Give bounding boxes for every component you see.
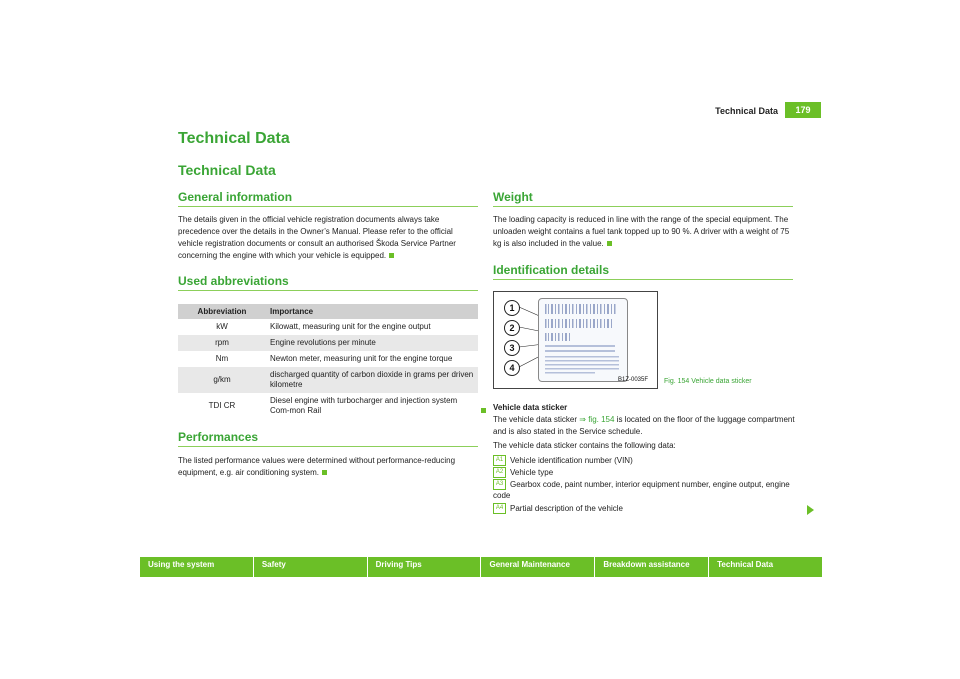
nav-general-maintenance[interactable]: General Maintenance — [481, 557, 595, 577]
meaning-cell: Kilowatt, measuring unit for the engine output — [270, 322, 431, 331]
figure-reference-code: B1Z-0035F — [618, 377, 649, 383]
weight-text: The loading capacity is reduced in line with the range of the special equipment. The unloaden weight contains a fuel tank topped up to 90 %. A driver with a weight of 75 kg is also included in the value. — [493, 215, 790, 248]
table-header-row — [178, 304, 478, 319]
heading-weight: Weight — [493, 190, 793, 207]
figure-caption: Fig. 154 Vehicle data sticker — [664, 378, 752, 385]
section-end-mark — [389, 253, 394, 258]
chapter-title: Technical Data — [178, 130, 290, 147]
nav-using-the-system[interactable]: Using the system — [140, 557, 254, 577]
item-number-badge: A3 — [493, 479, 506, 490]
vehicle-data-sticker-subheading: Vehicle data sticker — [493, 403, 568, 412]
abbr-cell: rpm — [178, 335, 266, 351]
nav-safety[interactable]: Safety — [254, 557, 368, 577]
table-row — [178, 367, 478, 393]
nav-driving-tips[interactable]: Driving Tips — [368, 557, 482, 577]
callout-3: 3 — [504, 340, 520, 356]
section-start-mark — [481, 408, 486, 413]
meaning-cell: Engine revolutions per minute — [266, 335, 478, 351]
abbr-cell: TDI CR — [208, 401, 236, 410]
table-row — [178, 351, 478, 367]
chapter-nav-bar — [140, 557, 822, 577]
list-item: A1 Vehicle identification number (VIN) — [493, 455, 793, 466]
col-importance: Importance — [266, 304, 478, 319]
heading-general-information: General information — [178, 190, 478, 207]
vehicle-data-sticker-text: The vehicle data sticker ⇒ fig. 154 is located on the floor of the luggage compartment and is also stated in the Service schedule. — [493, 415, 795, 436]
sticker-image — [538, 298, 628, 382]
callout-2: 2 — [504, 320, 520, 336]
abbreviations-table — [178, 304, 478, 419]
sticker-contents-intro: The vehicle data sticker contains the following data: — [493, 441, 676, 450]
heading-used-abbreviations: Used abbreviations — [178, 274, 478, 291]
running-header-title: Technical Data — [715, 106, 778, 116]
col-abbreviation: Abbreviation — [178, 304, 266, 319]
meaning-cell: Newton meter, measuring unit for the engine torque — [270, 354, 453, 363]
performances-text: The listed performance values were determined without performance-reducing equipment, e.g. air conditioning system. — [178, 456, 456, 477]
heading-performances: Performances — [178, 430, 478, 447]
section-title: Technical Data — [178, 162, 276, 178]
callout-1: 1 — [504, 300, 520, 316]
general-information-text: The details given in the official vehicle registration documents always take precedence over the details in the Owner’s Manual. Please refer to the official vehicle registration documents or consult an authorised Škoda Service Partner concerning the engine with which your vehicle is equipped. — [178, 215, 456, 260]
nav-technical-data[interactable]: Technical Data — [717, 560, 774, 569]
page-number: 179 — [785, 102, 821, 118]
abbr-cell: kW — [216, 322, 228, 331]
table-row — [178, 393, 478, 419]
table-row — [178, 335, 478, 351]
meaning-cell: Diesel engine with turbocharger and injection system Com-mon Rail — [270, 396, 458, 415]
barcode-icon — [539, 299, 627, 381]
abbr-cell: g/km — [178, 367, 266, 393]
nav-breakdown-assistance[interactable]: Breakdown assistance — [595, 557, 709, 577]
section-end-mark — [607, 241, 612, 246]
list-item: A2 Vehicle type — [493, 467, 793, 478]
section-end-mark — [322, 470, 327, 475]
list-item: A4 Partial description of the vehicle — [493, 503, 793, 514]
item-number-badge: A1 — [493, 455, 506, 466]
heading-identification-details: Identification details — [493, 263, 793, 280]
list-item: A3 Gearbox code, paint number, interior equipment number, engine output, engine code — [493, 480, 790, 501]
fig-154-link[interactable]: ⇒ fig. 154 — [579, 415, 615, 424]
continue-arrow-icon — [807, 505, 814, 515]
table-row — [178, 319, 478, 335]
item-number-badge: A2 — [493, 467, 506, 478]
vehicle-data-sticker-figure — [493, 291, 658, 389]
item-number-badge: A4 — [493, 503, 506, 514]
meaning-cell: discharged quantity of carbon dioxide in grams per driven kilometre — [266, 367, 478, 393]
abbr-cell: Nm — [215, 354, 229, 363]
callout-4: 4 — [504, 360, 520, 376]
